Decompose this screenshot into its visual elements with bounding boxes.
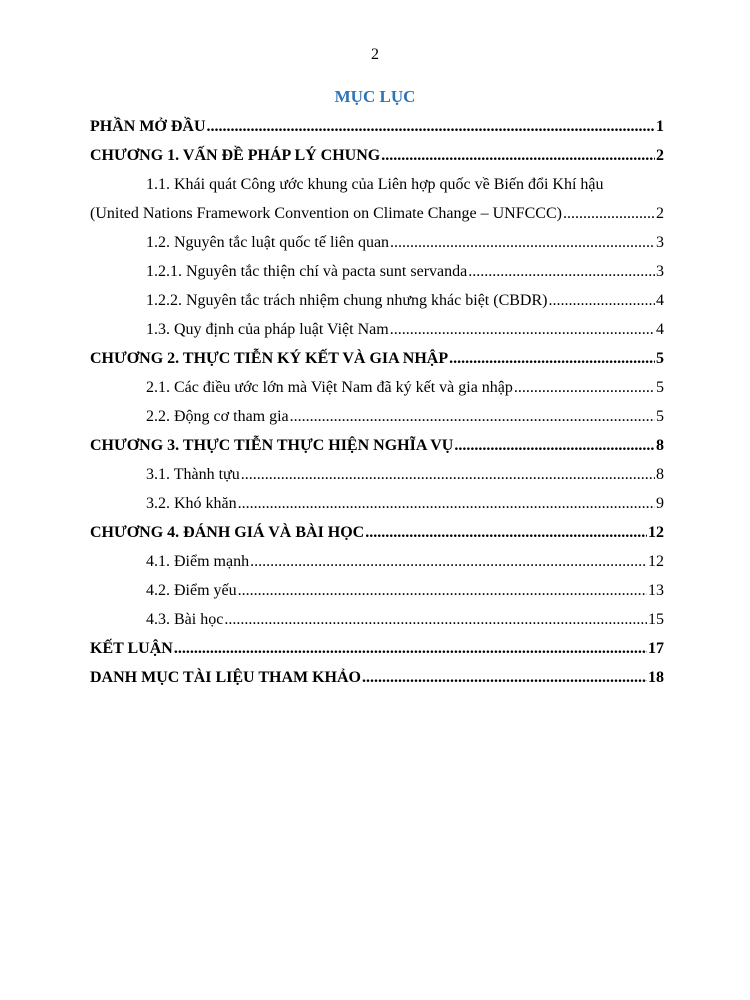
- dot-leader: [224, 605, 647, 634]
- toc-entry-label: CHƯƠNG 1. VẤN ĐỀ PHÁP LÝ CHUNG: [90, 147, 381, 164]
- toc-entry-label: 1.2.2. Nguyên tắc trách nhiệm chung nhưng khác biệt (CBDR): [146, 292, 548, 309]
- toc-entry-4-1[interactable]: [90, 547, 664, 576]
- toc-entry-1-2[interactable]: [90, 228, 664, 257]
- toc-title: MỤC LỤC: [334, 87, 416, 106]
- toc-entry-chapter-4[interactable]: [90, 518, 664, 547]
- dot-leader: [390, 315, 655, 344]
- toc-entry-label: 4.3. Bài học: [146, 611, 224, 628]
- toc-entry-1-1[interactable]: [90, 170, 664, 228]
- toc-entry-page: 4: [656, 321, 664, 338]
- toc-entry-page: 8: [656, 466, 664, 483]
- dot-leader: [563, 199, 655, 228]
- table-of-contents: [90, 112, 664, 692]
- toc-entry-label: 3.2. Khó khăn: [146, 495, 237, 512]
- toc-entry-references[interactable]: [90, 663, 664, 692]
- dot-leader: [365, 518, 647, 547]
- toc-entry-chapter-3[interactable]: [90, 431, 664, 460]
- toc-entry-label-line2: (United Nations Framework Convention on Climate Change – UNFCCC): [90, 205, 562, 222]
- toc-entry-page: 3: [656, 234, 664, 251]
- toc-entry-intro[interactable]: [90, 112, 664, 141]
- toc-entry-page: 5: [656, 408, 664, 425]
- toc-entry-page: 5: [656, 350, 664, 367]
- toc-entry-label: 3.1. Thành tựu: [146, 466, 240, 483]
- toc-entry-page: 18: [648, 669, 664, 686]
- toc-entry-2-2[interactable]: [90, 402, 664, 431]
- toc-entry-page: 12: [648, 524, 664, 541]
- toc-entry-label: CHƯƠNG 2. THỰC TIỄN KÝ KẾT VÀ GIA NHẬP: [90, 350, 449, 367]
- toc-entry-chapter-1[interactable]: [90, 141, 664, 170]
- toc-entry-page: 17: [648, 640, 664, 657]
- toc-entry-page: 2: [656, 147, 664, 164]
- toc-entry-3-2[interactable]: [90, 489, 664, 518]
- dot-leader: [449, 344, 655, 373]
- toc-entry-chapter-2[interactable]: [90, 344, 664, 373]
- dot-leader: [290, 402, 655, 431]
- toc-entry-label: 1.3. Quy định của pháp luật Việt Nam: [146, 321, 389, 338]
- toc-entry-label: 4.2. Điểm yếu: [146, 582, 237, 599]
- dot-leader: [381, 141, 655, 170]
- toc-entry-page: 15: [648, 611, 664, 628]
- toc-entry-1-2-2[interactable]: [90, 286, 664, 315]
- toc-entry-4-3[interactable]: [90, 605, 664, 634]
- toc-entry-label: CHƯƠNG 3. THỰC TIỄN THỰC HIỆN NGHĨA VỤ: [90, 437, 454, 454]
- toc-entry-label: KẾT LUẬN: [90, 640, 173, 657]
- dot-leader: [390, 228, 655, 257]
- toc-entry-4-2[interactable]: [90, 576, 664, 605]
- toc-entry-label: 1.2. Nguyên tắc luật quốc tế liên quan: [146, 234, 390, 251]
- toc-entry-page: 5: [656, 379, 664, 396]
- toc-entry-1-3[interactable]: [90, 315, 664, 344]
- toc-entry-page: 1: [656, 118, 664, 135]
- dot-leader: [468, 257, 655, 286]
- dot-leader: [514, 373, 655, 402]
- toc-entry-2-1[interactable]: [90, 373, 664, 402]
- toc-entry-page: 9: [656, 495, 664, 512]
- dot-leader: [362, 663, 647, 692]
- toc-entry-label: 2.1. Các điều ước lớn mà Việt Nam đã ký kết và gia nhập: [146, 379, 513, 396]
- dot-leader: [548, 286, 655, 315]
- toc-entry-label: DANH MỤC TÀI LIỆU THAM KHẢO: [90, 669, 361, 686]
- toc-entry-label-line1: 1.1. Khái quát Công ước khung của Liên hợp quốc về Biến đổi Khí hậu: [146, 176, 604, 193]
- dot-leader: [241, 460, 655, 489]
- toc-entry-label: 2.2. Động cơ tham gia: [146, 408, 289, 425]
- toc-entry-label: 4.1. Điểm mạnh: [146, 553, 250, 570]
- toc-entry-1-2-1[interactable]: [90, 257, 664, 286]
- page-number: 2: [371, 46, 379, 63]
- toc-entry-label: 1.2.1. Nguyên tắc thiện chí và pacta sunt servanda: [146, 263, 468, 280]
- toc-entry-page: 13: [648, 582, 664, 599]
- toc-entry-3-1[interactable]: [90, 460, 664, 489]
- toc-entry-page: 3: [656, 263, 664, 280]
- dot-leader: [207, 112, 655, 141]
- toc-entry-conclusion[interactable]: [90, 634, 664, 663]
- toc-entry-page: 4: [656, 292, 664, 309]
- toc-entry-label: CHƯƠNG 4. ĐÁNH GIÁ VÀ BÀI HỌC: [90, 524, 365, 541]
- toc-entry-page: 2: [656, 205, 664, 222]
- toc-entry-label: PHẦN MỞ ĐẦU: [90, 118, 206, 135]
- dot-leader: [238, 489, 655, 518]
- dot-leader: [174, 634, 647, 663]
- toc-entry-page: 8: [656, 437, 664, 454]
- toc-entry-page: 12: [648, 553, 664, 570]
- dot-leader: [454, 431, 655, 460]
- dot-leader: [250, 547, 647, 576]
- dot-leader: [238, 576, 647, 605]
